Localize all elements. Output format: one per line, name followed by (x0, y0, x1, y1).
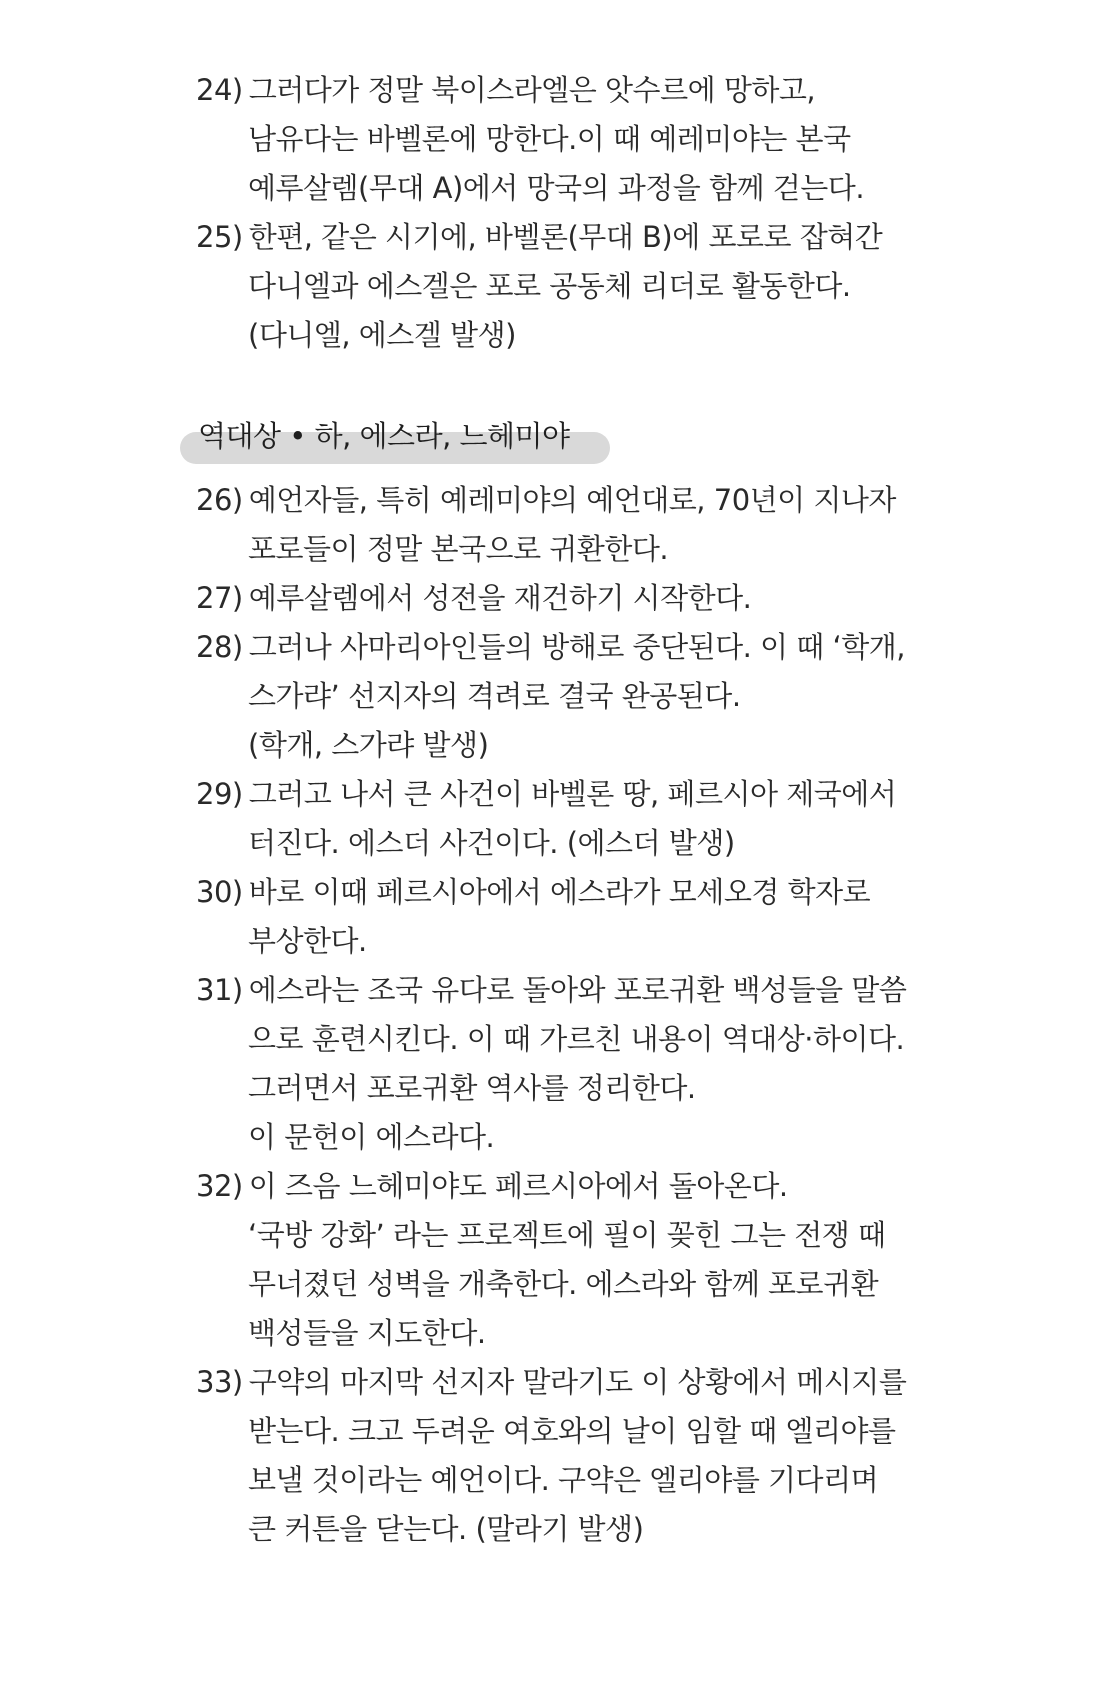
section-heading-text: 역대상 • 하, 에스라, 느헤미야 (198, 419, 570, 453)
item-text: 그러나 사마리아인들의 방해로 중단된다. 이 때 ‘학개, (248, 630, 905, 664)
item-text: 구약의 마지막 선지자 말라기도 이 상황에서 메시지를 (248, 1365, 907, 1399)
item-text: 그러다가 정말 북이스라엘은 앗수르에 망하고, (248, 73, 816, 107)
item-line (196, 1407, 916, 1456)
item-number: 30) (196, 875, 243, 909)
item-line (196, 1456, 916, 1505)
list-item (196, 868, 916, 966)
list-item (196, 1358, 916, 1554)
item-number: 32) (196, 1169, 243, 1203)
item-text: 그러고 나서 큰 사건이 바벨론 땅, 페르시아 제국에서 (248, 777, 897, 811)
item-line (196, 311, 916, 360)
item-text: 받는다. 크고 두려운 여호와의 날이 임할 때 엘리야를 (248, 1414, 896, 1448)
item-text: 으로 훈련시킨다. 이 때 가르친 내용이 역대상·하이다. (248, 1022, 905, 1056)
item-text: 한편, 같은 시기에, 바벨론(무대 B)에 포로로 잡혀간 (248, 220, 883, 254)
list-item (196, 213, 916, 360)
item-line (196, 574, 916, 623)
item-text: 에스라는 조국 유다로 돌아와 포로귀환 백성들을 말씀 (248, 973, 907, 1007)
item-number: 24) (196, 73, 243, 107)
item-number: 25) (196, 220, 243, 254)
item-line (196, 476, 916, 525)
list-item (196, 623, 916, 770)
item-text: 무너졌던 성벽을 개축한다. 에스라와 함께 포로귀환 (248, 1267, 879, 1301)
top-item-list (196, 66, 916, 360)
list-item (196, 966, 916, 1162)
item-line (196, 1211, 916, 1260)
item-line (196, 1260, 916, 1309)
item-line (196, 770, 916, 819)
item-line (196, 1162, 916, 1211)
item-line (196, 1015, 916, 1064)
item-number: 33) (196, 1365, 243, 1399)
item-line (196, 1505, 916, 1554)
item-text: 보낼 것이라는 예언이다. 구약은 엘리야를 기다리며 (248, 1463, 879, 1497)
item-line (196, 66, 916, 115)
item-number: 29) (196, 777, 243, 811)
list-item (196, 1162, 916, 1358)
item-line (196, 672, 916, 721)
item-line (196, 623, 916, 672)
item-text: 큰 커튼을 닫는다. (말라기 발생) (248, 1512, 644, 1546)
item-text: (학개, 스가랴 발생) (248, 728, 489, 762)
item-text: 다니엘과 에스겔은 포로 공동체 리더로 활동한다. (248, 269, 851, 303)
item-number: 26) (196, 483, 243, 517)
item-text: 스가랴’ 선지자의 격려로 결국 완공된다. (248, 679, 741, 713)
item-text: 이 즈음 느헤미야도 페르시아에서 돌아온다. (248, 1169, 788, 1203)
item-number: 28) (196, 630, 243, 664)
item-text: ‘국방 강화’ 라는 프로젝트에 필이 꽂힌 그는 전쟁 때 (248, 1218, 886, 1252)
item-line (196, 525, 916, 574)
item-text: 남유다는 바벨론에 망한다.이 때 예레미야는 본국 (248, 122, 851, 156)
main-item-list (196, 476, 916, 1554)
item-text: 예루살렘(무대 A)에서 망국의 과정을 함께 걷는다. (248, 171, 865, 205)
list-item (196, 476, 916, 574)
item-text: 터진다. 에스더 사건이다. (에스더 발생) (248, 826, 735, 860)
item-text: 부상한다. (248, 924, 367, 958)
list-item (196, 574, 916, 623)
item-text: 예루살렘에서 성전을 재건하기 시작한다. (248, 581, 752, 615)
item-line (196, 1358, 916, 1407)
item-line (196, 819, 916, 868)
item-number: 27) (196, 581, 243, 615)
item-text: 그러면서 포로귀환 역사를 정리한다. (248, 1071, 696, 1105)
item-text: 이 문헌이 에스라다. (248, 1120, 495, 1154)
item-text: (다니엘, 에스겔 발생) (248, 318, 516, 352)
item-line (196, 1064, 916, 1113)
item-text: 백성들을 지도한다. (248, 1316, 486, 1350)
item-line (196, 1113, 916, 1162)
item-line (196, 868, 916, 917)
item-line (196, 1309, 916, 1358)
item-text: 예언자들, 특히 예레미야의 예언대로, 70년이 지나자 (248, 483, 896, 517)
section-heading (180, 414, 610, 453)
item-line (196, 213, 916, 262)
item-line (196, 721, 916, 770)
item-line (196, 262, 916, 311)
item-text: 포로들이 정말 본국으로 귀환한다. (248, 532, 669, 566)
item-line (196, 164, 916, 213)
list-item (196, 66, 916, 213)
item-text: 바로 이때 페르시아에서 에스라가 모세오경 학자로 (248, 875, 871, 909)
item-line (196, 917, 916, 966)
item-line (196, 966, 916, 1015)
list-item (196, 770, 916, 868)
item-number: 31) (196, 973, 243, 1007)
item-line (196, 115, 916, 164)
